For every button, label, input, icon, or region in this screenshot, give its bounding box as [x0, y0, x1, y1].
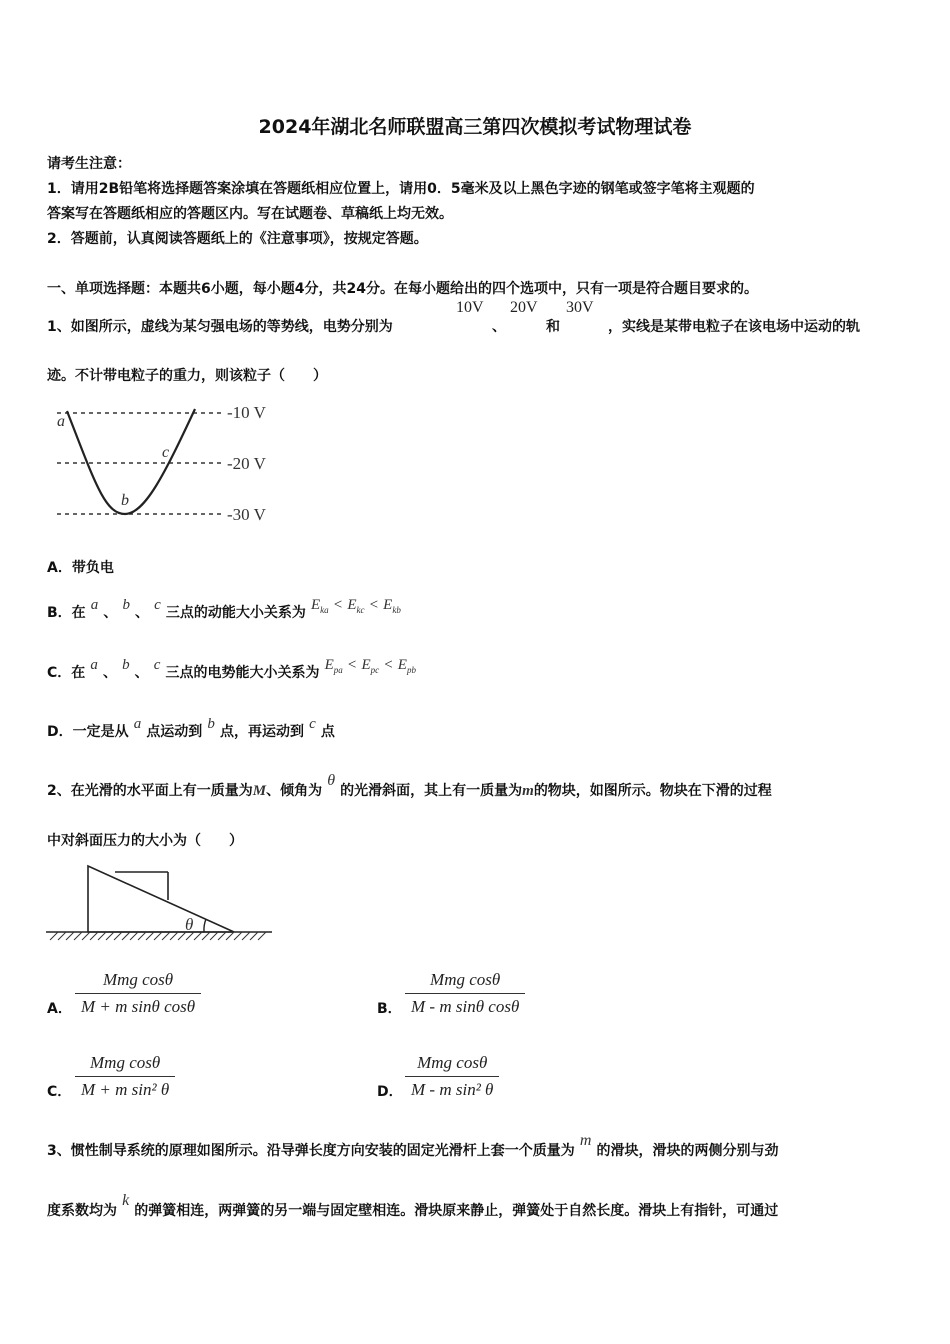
- q1-b-lt-1: <: [333, 597, 343, 613]
- q2-option-a-label: A．: [47, 1001, 72, 1017]
- q2-text-2: 、倾角为: [266, 783, 323, 799]
- energy-subscript: pc: [370, 665, 380, 675]
- q1-text-line-1a: 1、如图所示，虚线为某匀强电场的等势线，电势分别为: [47, 319, 393, 335]
- q2-option-b-denominator: M - m sinθ cosθ: [405, 993, 525, 1017]
- q1-c-var-c: c: [153, 657, 161, 673]
- point-c-label: c: [162, 444, 170, 461]
- q3-text-line-1: [47, 1130, 779, 1160]
- energy-subscript: ka: [320, 605, 329, 615]
- q1-d-var-a: a: [133, 716, 142, 732]
- q1-b-energy-kc: [347, 597, 364, 613]
- notice-heading: 请考生注意：: [47, 156, 131, 172]
- q1-c-sep-1: 、: [102, 665, 117, 681]
- q1-c-lt-1: <: [347, 657, 357, 673]
- q2-option-d-fraction: [405, 1053, 499, 1100]
- q1-option-a: A．带负电: [47, 560, 114, 576]
- q1-b-var-b: b: [122, 597, 130, 613]
- q1-separator-1: 、: [492, 319, 506, 335]
- q2-option-b-numerator: Mmg cosθ: [430, 970, 501, 989]
- q1-potential-30v: 30V: [566, 299, 594, 316]
- q2-option-d-label: D．: [377, 1084, 403, 1100]
- q2-option-d-denominator: M - m sin² θ: [405, 1076, 499, 1100]
- energy-subscript: kb: [392, 605, 401, 615]
- q1-separator-2: 和: [546, 319, 560, 335]
- q1-c-sep-2: 、: [134, 665, 149, 681]
- equipotential-label-20v: -20 V: [227, 454, 266, 473]
- incline-wedge: [88, 866, 234, 932]
- energy-symbol: E: [311, 597, 321, 613]
- angle-arc: [204, 919, 206, 932]
- q2-option-c-fraction: [75, 1053, 175, 1100]
- energy-symbol: E: [383, 597, 393, 613]
- q3-var-k: k: [122, 1192, 130, 1209]
- q2-text-line-1: [47, 770, 772, 800]
- q2-text-3: 的光滑斜面，其上有一质量为: [340, 783, 523, 799]
- q1-option-c-prefix: C．在: [47, 665, 86, 681]
- q2-incline-figure: [44, 862, 276, 944]
- q1-option-b: [47, 594, 401, 624]
- section-1-heading: 一、单项选择题：本题共6小题，每小题4分，共24分。在每小题给出的四个选项中，只有一项是符合题目要求的。: [47, 281, 758, 297]
- notice-item-2: 2．答题前，认真阅读答题纸上的《注意事项》，按规定答题。: [47, 231, 428, 247]
- q1-c-energy-pc: [361, 657, 379, 673]
- energy-symbol: E: [361, 657, 371, 673]
- energy-subscript: pa: [333, 665, 343, 675]
- q1-c-energy-pb: [398, 657, 416, 673]
- q2-option-c-label: C．: [47, 1084, 72, 1100]
- page-title: 2024年湖北名师联盟高三第四次模拟考试物理试卷: [258, 116, 692, 138]
- q1-d-var-b: b: [207, 716, 215, 732]
- q1-d-var-c: c: [309, 716, 316, 732]
- q2-var-M: M: [252, 783, 267, 799]
- equipotential-label-10v: -10 V: [227, 403, 266, 422]
- q1-c-lt-2: <: [384, 657, 393, 673]
- q1-option-c-text: 三点的电势能大小关系为: [165, 665, 320, 681]
- q1-option-d-text-1: 点运动到: [146, 724, 203, 740]
- q1-option-d: [47, 713, 335, 743]
- q2-option-d-numerator: Mmg cosθ: [417, 1053, 488, 1072]
- q1-option-d-end: 点: [320, 724, 335, 740]
- q3-text-1: 3、惯性制导系统的原理如图所示。沿导弹长度方向安装的固定光滑杆上套一个质量为: [47, 1143, 575, 1159]
- q1-b-var-a: a: [90, 597, 99, 613]
- q2-text-4: 的物块，如图所示。物块在下滑的过程: [533, 783, 772, 799]
- energy-subscript: kc: [356, 605, 365, 615]
- particle-trajectory: [67, 409, 195, 514]
- q2-option-a-fraction: [75, 970, 201, 1017]
- q3-text-2: 的滑块，滑块的两侧分别与劲: [596, 1143, 779, 1159]
- q1-option-b-text: 三点的动能大小关系为: [165, 605, 306, 621]
- energy-symbol: E: [324, 657, 334, 673]
- q1-b-energy-ka: [311, 597, 329, 613]
- energy-symbol: E: [397, 657, 407, 673]
- q1-equipotential-figure: [45, 393, 285, 528]
- q1-option-d-text-2: 点，再运动到: [220, 724, 304, 740]
- q1-b-var-c: c: [154, 597, 161, 613]
- q1-c-energy-pa: [325, 657, 343, 673]
- q1-potential-20v: 20V: [510, 299, 538, 316]
- q1-b-energy-kb: [383, 597, 401, 613]
- q2-option-b-fraction: [405, 970, 525, 1017]
- point-a-label: a: [57, 413, 65, 430]
- q1-c-var-a: a: [90, 657, 98, 673]
- q2-var-m: m: [522, 783, 534, 799]
- q1-option-d-prefix: D．一定是从: [47, 724, 129, 740]
- q1-c-var-b: b: [122, 657, 130, 673]
- theta-label: θ: [185, 915, 194, 934]
- q3-text-4: 的弹簧相连，两弹簧的另一端与固定壁相连。滑块原来静止，弹簧处于自然长度。滑块上有指针，可通过: [134, 1203, 779, 1219]
- equipotential-label-30v: -30 V: [227, 505, 266, 524]
- q3-text-line-2: [47, 1190, 778, 1220]
- q2-option-c-numerator: Mmg cosθ: [90, 1053, 161, 1072]
- energy-subscript: pb: [406, 665, 416, 675]
- q2-option-b-label: B．: [377, 1001, 402, 1017]
- q3-text-3: 度系数均为: [47, 1203, 117, 1219]
- q1-text-line-2: 迹。不计带电粒子的重力，则该粒子（ ）: [47, 368, 327, 384]
- q2-option-a-denominator: M + m sinθ cosθ: [75, 993, 201, 1017]
- q2-text-1: 2、在光滑的水平面上有一质量为: [47, 783, 253, 799]
- q2-var-theta: θ: [327, 772, 336, 789]
- q3-var-m: m: [579, 1132, 592, 1149]
- q2-option-c-denominator: M + m sin² θ: [75, 1076, 175, 1100]
- q1-b-sep-1: 、: [103, 605, 118, 621]
- q2-option-a-numerator: Mmg cosθ: [102, 970, 174, 989]
- q1-option-b-prefix: B．在: [47, 605, 86, 621]
- equipotential-lines: [57, 413, 225, 514]
- q2-text-line-2: 中对斜面压力的大小为（ ）: [47, 833, 243, 849]
- q1-b-lt-2: <: [369, 597, 379, 613]
- q1-potential-10v: 10V: [456, 299, 484, 316]
- notice-item-1-line-2: 答案写在答题纸相应的答题区内。写在试题卷、草稿纸上均无效。: [47, 206, 453, 222]
- q1-b-sep-2: 、: [135, 605, 150, 621]
- q1-option-c: [47, 654, 416, 684]
- ground-hatching: [50, 932, 266, 940]
- q1-text-line-1b: ，实线是某带电粒子在该电场中运动的轨: [608, 319, 860, 335]
- notice-item-1-line-1: 1．请用2B铅笔将选择题答案涂填在答题纸相应位置上，请用0．5毫米及以上黑色字迹的钢笔或签字笔将主观题的: [47, 181, 755, 197]
- energy-symbol: E: [347, 597, 357, 613]
- point-b-label: b: [121, 492, 129, 509]
